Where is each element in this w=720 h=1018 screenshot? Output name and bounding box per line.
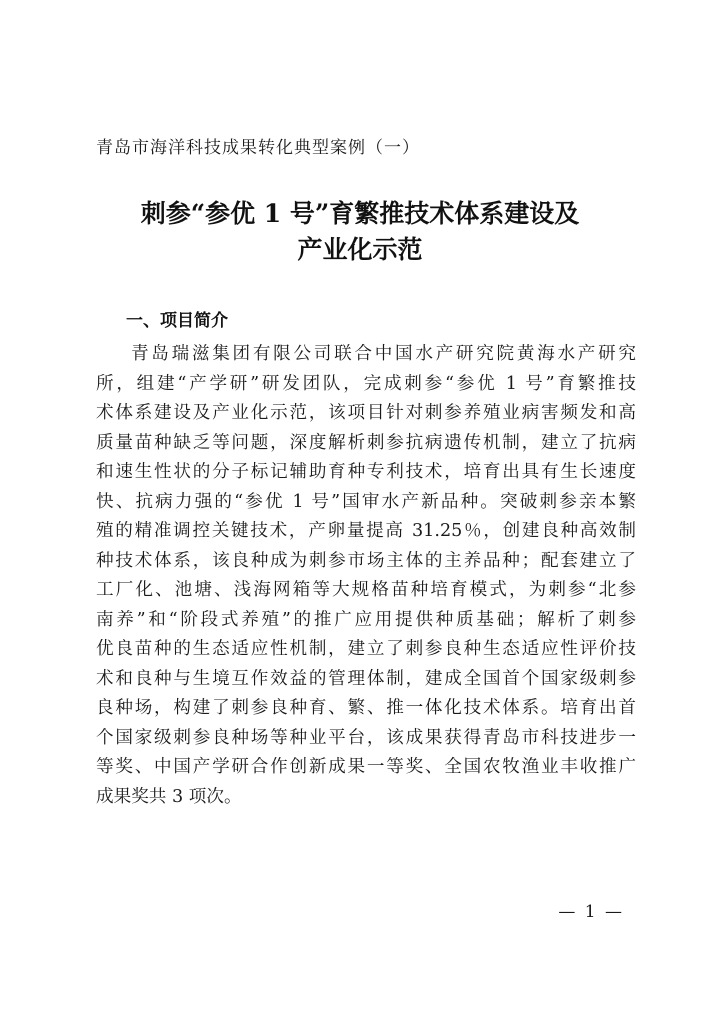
body-line: 术体系建设及产业化示范，该项目针对刺参养殖业病害频发和高 bbox=[96, 403, 636, 423]
body-line: 等奖、中国产学研合作创新成果一等奖、全国农牧渔业丰收推广 bbox=[96, 757, 636, 777]
page-number: — 1 — bbox=[558, 902, 624, 922]
body-line: 和速生性状的分子标记辅助育种专利技术，培育出具有生长速度 bbox=[96, 462, 636, 482]
body-line: 种技术体系，该良种成为刺参市场主体的主养品种；配套建立了 bbox=[96, 550, 636, 571]
body-line: 质量苗种缺乏等问题，深度解析刺参抗病遗传机制，建立了抗病 bbox=[96, 432, 636, 453]
body-line: 术和良种与生境互作效益的管理体制，建成全国首个国家级刺参 bbox=[96, 668, 636, 689]
body-line: 成果奖共 3 项次。 bbox=[96, 786, 242, 807]
document-title bbox=[80, 196, 640, 268]
body-line: 工厂化、池塘、浅海网箱等大规格苗种培育模式，为刺参“北参 bbox=[96, 580, 636, 600]
body-line: 所，组建“产学研”研发团队，完成刺参“参优 1 号”育繁推技 bbox=[96, 373, 636, 394]
body-line: 快、抗病力强的“参优 1 号”国审水产新品种。突破刺参亲本繁 bbox=[96, 491, 636, 512]
section-heading: 一、项目简介 bbox=[126, 311, 228, 331]
body-line: 优良苗种的生态适应性机制，建立了刺参良种生态适应性评价技 bbox=[96, 639, 636, 659]
body-line: 南养”和“阶段式养殖”的推广应用提供种质基础；解析了刺参 bbox=[96, 609, 636, 630]
body-line: 良种场，构建了刺参良种育、繁、推一体化技术体系。培育出首 bbox=[96, 698, 636, 718]
body-line: 殖的精准调控关键技术，产卵量提高 31.25％，创建良种高效制 bbox=[96, 521, 636, 541]
body-line: 个国家级刺参良种场等种业平台，该成果获得青岛市科技进步一 bbox=[96, 727, 636, 748]
body-paragraph bbox=[96, 340, 636, 812]
title-line-1: 刺参“参优 1 号”育繁推技术体系建设及 bbox=[140, 199, 580, 228]
body-line: 青岛瑞滋集团有限公司联合中国水产研究院黄海水产研究 bbox=[131, 344, 636, 364]
title-line-2: 产业化示范 bbox=[297, 235, 423, 264]
series-title: 青岛市海洋科技成果转化典型案例（一） bbox=[96, 138, 420, 158]
